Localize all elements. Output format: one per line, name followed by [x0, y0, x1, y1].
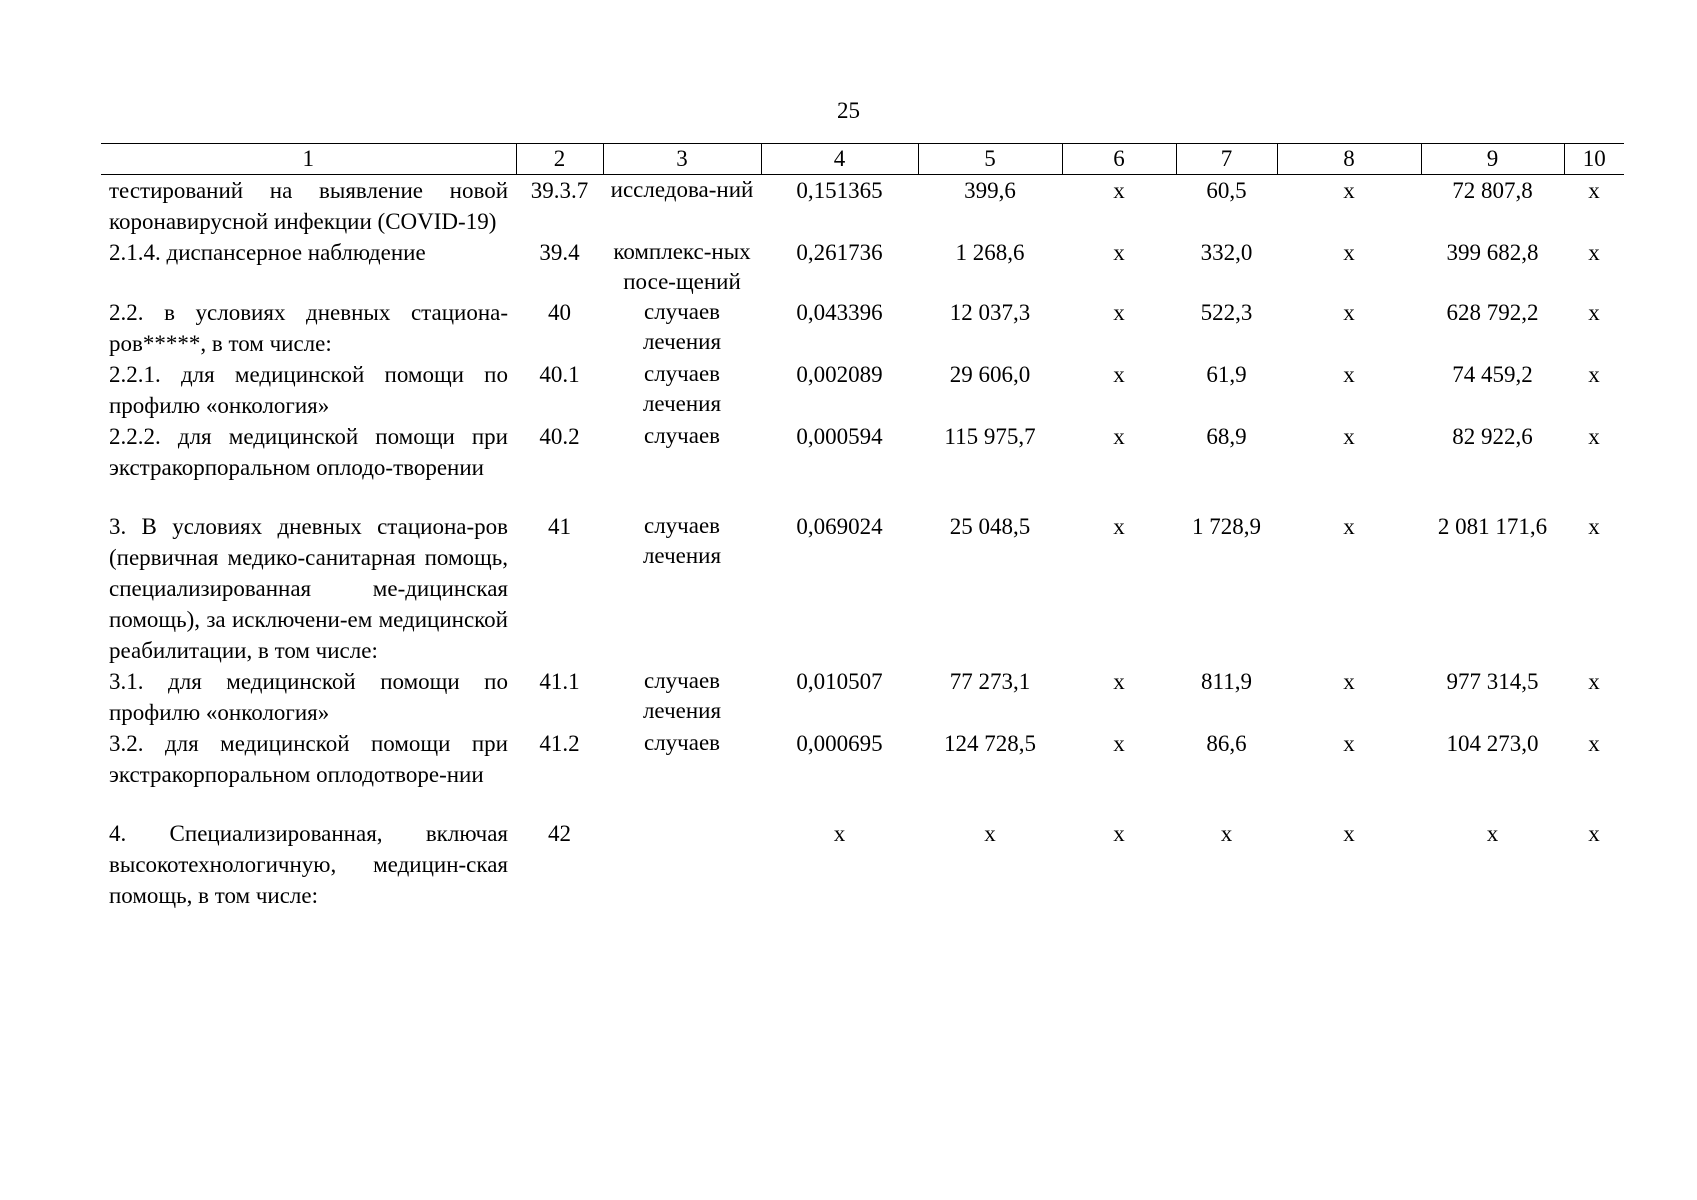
row-col7: 811,9 [1201, 669, 1252, 694]
row-col8: х [1343, 300, 1355, 325]
row-name: 3. В условиях дневных стациона-ров (первичная медико-санитарная помощь, специализированная ме-дицинская помощь), за исключени-ем медицинской реабилитации, в том числе: [109, 514, 508, 663]
row-col9: 399 682,8 [1446, 240, 1539, 265]
row-unit: случаев лечения [642, 668, 722, 723]
row-col10: х [1588, 424, 1600, 449]
column-header-1: 1 [101, 144, 516, 175]
column-header-6: 6 [1062, 144, 1176, 175]
row-col10: х [1588, 178, 1600, 203]
row-col8: х [1343, 178, 1355, 203]
row-col10: х [1588, 821, 1600, 846]
row-col10: х [1588, 669, 1600, 694]
row-name: 2.2. в условиях дневных стациона-ров*****, в том числе: [109, 300, 508, 356]
row-col5: 77 273,1 [949, 669, 1031, 694]
row-unit [603, 818, 761, 911]
row-col6: х [1113, 669, 1125, 694]
row-col6: х [1113, 731, 1125, 756]
row-unit: комплекс-ных посе-щений [613, 239, 751, 294]
row-col5: х [984, 821, 996, 846]
row-col6: х [1113, 821, 1125, 846]
row-unit: случаев [643, 423, 721, 448]
column-header-7: 7 [1176, 144, 1277, 175]
row-col6: х [1113, 424, 1125, 449]
table-body [101, 175, 1624, 912]
column-header-8: 8 [1277, 144, 1421, 175]
row-col8: х [1343, 821, 1355, 846]
row-spacer [101, 790, 1624, 818]
row-col6: х [1113, 240, 1125, 265]
row-code: 41.2 [539, 731, 580, 756]
row-col5: 115 975,7 [944, 424, 1036, 449]
row-col7: 60,5 [1206, 178, 1247, 203]
row-col9: 628 792,2 [1446, 300, 1539, 325]
row-col7: 332,0 [1200, 240, 1253, 265]
row-unit: случаев лечения [642, 299, 722, 354]
row-col10: х [1588, 514, 1600, 539]
row-col7: х [1220, 821, 1233, 846]
row-code: 39.3.7 [530, 178, 589, 203]
row-col10: х [1588, 731, 1600, 756]
table-row [101, 237, 1624, 297]
row-code: 41.1 [539, 669, 580, 694]
row-col5: 124 728,5 [944, 731, 1036, 756]
row-col7: 1 728,9 [1192, 514, 1261, 539]
row-col9: х [1486, 821, 1499, 846]
row-col4: 0,261736 [796, 240, 883, 265]
row-col9: 977 314,5 [1446, 669, 1539, 694]
row-col9: 74 459,2 [1452, 362, 1533, 387]
column-header-2: 2 [516, 144, 603, 175]
row-col4: 0,043396 [796, 300, 883, 325]
row-col5: 1 268,6 [955, 240, 1025, 265]
row-col4: 0,002089 [796, 362, 883, 387]
row-col5: 29 606,0 [949, 362, 1031, 387]
table-row [101, 359, 1624, 421]
column-header-3: 3 [603, 144, 761, 175]
row-unit: случаев лечения [642, 513, 722, 568]
row-col6: х [1113, 178, 1125, 203]
column-header-5: 5 [918, 144, 1062, 175]
row-col5: 399,6 [964, 178, 1016, 203]
row-col10: х [1588, 300, 1600, 325]
row-name: 2.1.4. диспансерное наблюдение [109, 240, 426, 265]
column-header-9: 9 [1421, 144, 1564, 175]
row-col7: 86,6 [1206, 731, 1247, 756]
row-col9: 72 807,8 [1452, 178, 1533, 203]
row-unit: случаев [643, 730, 721, 755]
page-number: 25 [837, 98, 860, 123]
row-name: 4. Специализированная, включая высокотехнологичную, медицин-ская помощь, в том числе: [109, 821, 508, 908]
table-row [101, 728, 1624, 790]
row-col4: 0,010507 [796, 669, 883, 694]
row-col4: х [833, 821, 846, 846]
row-name: 3.1. для медицинской помощи по профилю «онкология» [109, 669, 508, 725]
row-col10: х [1588, 362, 1600, 387]
row-col8: х [1343, 424, 1355, 449]
row-code: 39.4 [539, 240, 580, 265]
row-col4: 0,151365 [796, 178, 883, 203]
row-col8: х [1343, 731, 1355, 756]
row-col6: х [1113, 300, 1125, 325]
row-unit: случаев лечения [642, 361, 722, 416]
row-col9: 82 922,6 [1452, 424, 1533, 449]
row-col8: х [1343, 514, 1355, 539]
row-col4: 0,000695 [796, 731, 883, 756]
row-name: 2.2.1. для медицинской помощи по профилю «онкология» [109, 362, 508, 418]
row-col7: 522,3 [1200, 300, 1253, 325]
table-row [101, 818, 1624, 911]
row-col4: 0,069024 [796, 514, 883, 539]
row-col7: 61,9 [1206, 362, 1247, 387]
row-col9: 2 081 171,6 [1437, 514, 1548, 539]
row-code: 42 [548, 821, 571, 846]
row-code: 40 [548, 300, 571, 325]
row-col10: х [1588, 240, 1600, 265]
row-name: 2.2.2. для медицинской помощи при экстракорпоральном оплодо-творении [109, 424, 508, 480]
row-col8: х [1343, 669, 1355, 694]
row-col9: 104 273,0 [1446, 731, 1539, 756]
row-col8: х [1343, 240, 1355, 265]
row-col7: 68,9 [1206, 424, 1247, 449]
row-spacer [101, 483, 1624, 511]
row-col6: х [1113, 362, 1125, 387]
row-col8: х [1343, 362, 1355, 387]
row-col5: 25 048,5 [949, 514, 1031, 539]
table-row [101, 511, 1624, 666]
row-code: 40.2 [539, 424, 580, 449]
row-name: 3.2. для медицинской помощи при экстракорпоральном оплодотворе-нии [109, 731, 508, 787]
column-header-4: 4 [761, 144, 918, 175]
row-name: тестирований на выявление новой коронавирусной инфекции (COVID-19) [109, 178, 508, 234]
column-number-header-row [101, 144, 1624, 175]
table-row [101, 421, 1624, 483]
table-row [101, 175, 1624, 238]
table-row [101, 297, 1624, 359]
row-col5: 12 037,3 [949, 300, 1031, 325]
table-row [101, 666, 1624, 728]
column-header-10: 10 [1564, 144, 1624, 175]
row-col6: х [1113, 514, 1125, 539]
row-code: 41 [548, 514, 571, 539]
row-code: 40.1 [539, 362, 580, 387]
row-col4: 0,000594 [796, 424, 883, 449]
tariff-table [101, 143, 1624, 911]
row-unit: исследова-ний [610, 177, 754, 202]
